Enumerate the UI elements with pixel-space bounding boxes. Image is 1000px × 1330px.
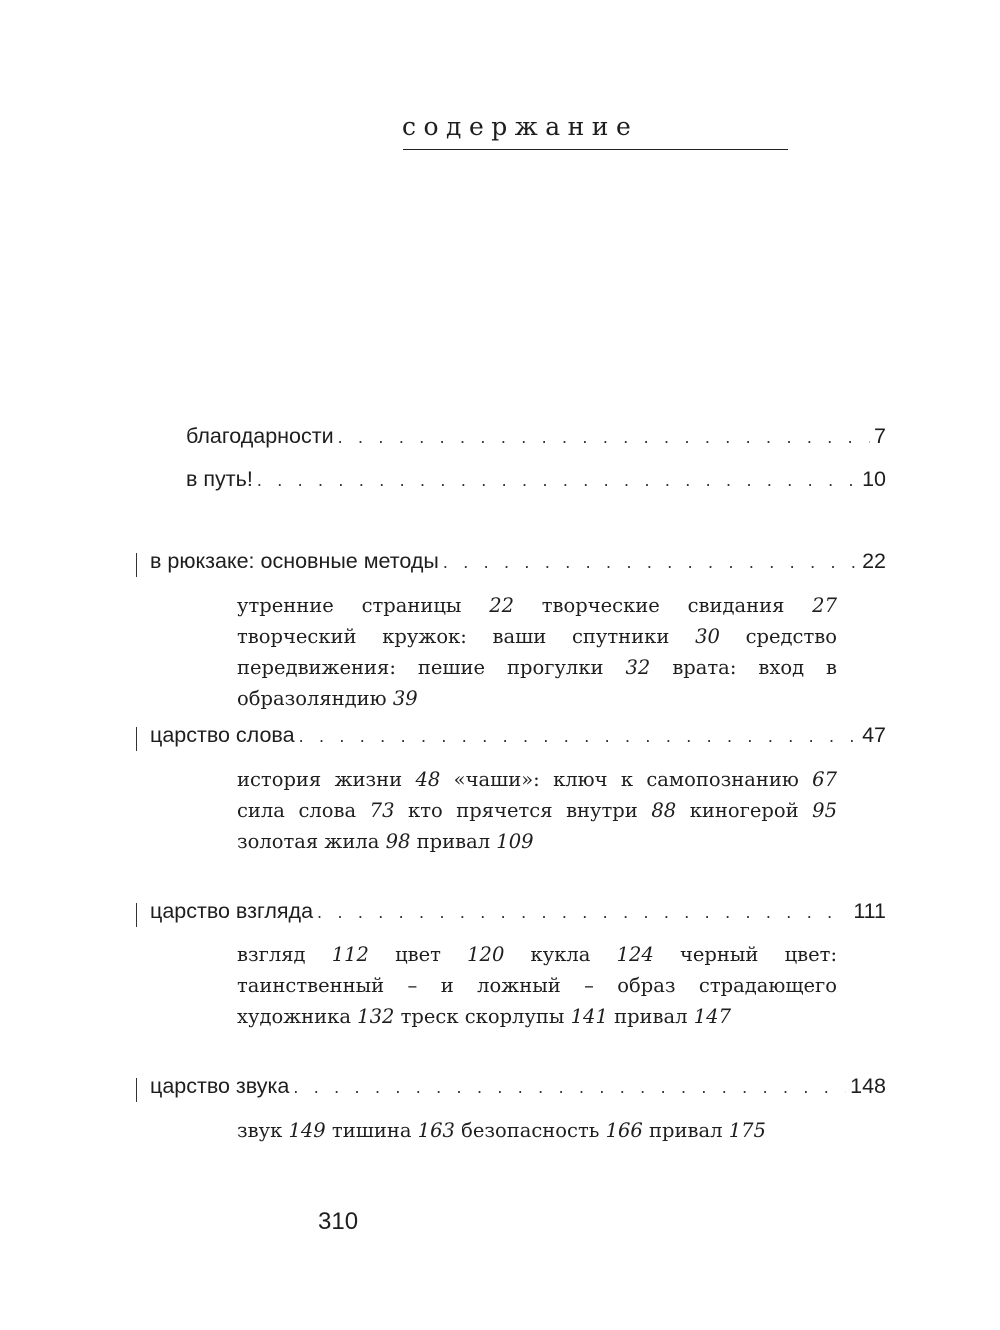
- toc-entry-title: в путь!: [186, 467, 253, 491]
- toc-entry-page: 7: [874, 424, 886, 448]
- section-marker-bar: [136, 1078, 137, 1102]
- subsection-page: 98: [385, 830, 411, 853]
- subsection-title[interactable]: треск скорлупы: [400, 1005, 565, 1028]
- subsection-title[interactable]: привал: [614, 1005, 688, 1028]
- toc-subsections-sound: [237, 1115, 837, 1146]
- subsection-page: 109: [496, 830, 534, 853]
- toc-section-sight[interactable]: [150, 899, 886, 929]
- subsection-title[interactable]: взгляд: [237, 943, 306, 966]
- toc-entry-page: 10: [862, 467, 886, 491]
- subsection-page: 147: [693, 1005, 731, 1028]
- subsection-page: 39: [392, 687, 418, 710]
- toc-section-page: 148: [850, 1074, 886, 1098]
- dot-leader: [257, 470, 858, 491]
- toc-heading: содержание: [402, 112, 639, 141]
- subsection-page: 95: [812, 799, 837, 822]
- subsection-title[interactable]: история жизни: [237, 768, 403, 791]
- subsection-title[interactable]: привал: [649, 1119, 723, 1142]
- dot-leader: [443, 552, 858, 573]
- toc-section-title: царство слова: [150, 723, 295, 747]
- subsection-page: 67: [812, 768, 837, 791]
- subsection-page: 124: [616, 943, 654, 966]
- toc-section-sound[interactable]: [150, 1074, 886, 1104]
- heading-underline: [403, 149, 788, 150]
- subsection-page: 30: [695, 625, 720, 648]
- subsection-title[interactable]: звук: [237, 1119, 283, 1142]
- section-marker-bar: [136, 553, 137, 577]
- subsection-title[interactable]: «чаши»: ключ к самопознанию: [453, 768, 799, 791]
- dot-leader: [317, 902, 849, 923]
- page-number: 310: [318, 1208, 359, 1235]
- subsection-page: 175: [728, 1119, 766, 1142]
- subsection-page: 141: [570, 1005, 608, 1028]
- subsection-title[interactable]: безопасность: [461, 1119, 600, 1142]
- toc-section-word[interactable]: [150, 723, 886, 753]
- subsection-title[interactable]: цвет: [395, 943, 441, 966]
- subsection-page: 166: [605, 1119, 643, 1142]
- toc-subsections-word: [237, 764, 837, 857]
- subsection-page: 48: [415, 768, 441, 791]
- subsection-title[interactable]: кукла: [530, 943, 591, 966]
- toc-subsections-backpack: [237, 590, 837, 714]
- subsection-page: 120: [467, 943, 505, 966]
- toc-section-backpack[interactable]: [150, 549, 886, 579]
- section-marker-bar: [136, 903, 137, 927]
- toc-section-page: 22: [862, 549, 886, 573]
- subsection-page: 149: [288, 1119, 326, 1142]
- subsection-title[interactable]: средство передвижения: пешие прогулки: [237, 625, 837, 679]
- toc-entry-title: благодарности: [186, 424, 334, 448]
- toc-section-title: царство звука: [150, 1074, 290, 1098]
- toc-section-title: в рюкзаке: основные методы: [150, 549, 439, 573]
- toc-entry-on-the-way[interactable]: [186, 467, 886, 497]
- dot-leader: [293, 1077, 846, 1098]
- subsection-page: 27: [812, 594, 837, 617]
- toc-subsections-sight: [237, 939, 837, 1032]
- section-marker-bar: [136, 727, 137, 751]
- subsection-page: 22: [489, 594, 515, 617]
- subsection-title[interactable]: тишина: [331, 1119, 412, 1142]
- subsection-page: 112: [331, 943, 369, 966]
- toc-section-page: 111: [853, 899, 886, 923]
- subsection-title[interactable]: привал: [416, 830, 491, 853]
- toc-entry-acknowledgements[interactable]: [186, 424, 886, 454]
- subsection-page: 73: [369, 799, 395, 822]
- subsection-page: 163: [417, 1119, 455, 1142]
- toc-section-title: царство взгляда: [150, 899, 314, 923]
- subsection-title[interactable]: творческий кружок: ваши спутники: [237, 625, 670, 648]
- subsection-page: 88: [651, 799, 677, 822]
- subsection-page: 132: [357, 1005, 395, 1028]
- toc-section-page: 47: [862, 723, 886, 747]
- subsection-title[interactable]: утренние страницы: [237, 594, 462, 617]
- subsection-title[interactable]: творческие свидания: [541, 594, 785, 617]
- dot-leader: [299, 726, 859, 747]
- subsection-page: 32: [625, 656, 651, 679]
- subsection-title[interactable]: сила слова: [237, 799, 357, 822]
- subsection-title[interactable]: врата: вход в образоляндию: [237, 656, 838, 710]
- subsection-title[interactable]: черный цвет: таинственный – и ложный – образ страдающего художника: [237, 943, 838, 1028]
- subsection-title[interactable]: золотая жила: [237, 830, 380, 853]
- dot-leader: [338, 427, 870, 448]
- subsection-title[interactable]: киногерой: [689, 799, 799, 822]
- subsection-title[interactable]: кто прячется внутри: [408, 799, 638, 822]
